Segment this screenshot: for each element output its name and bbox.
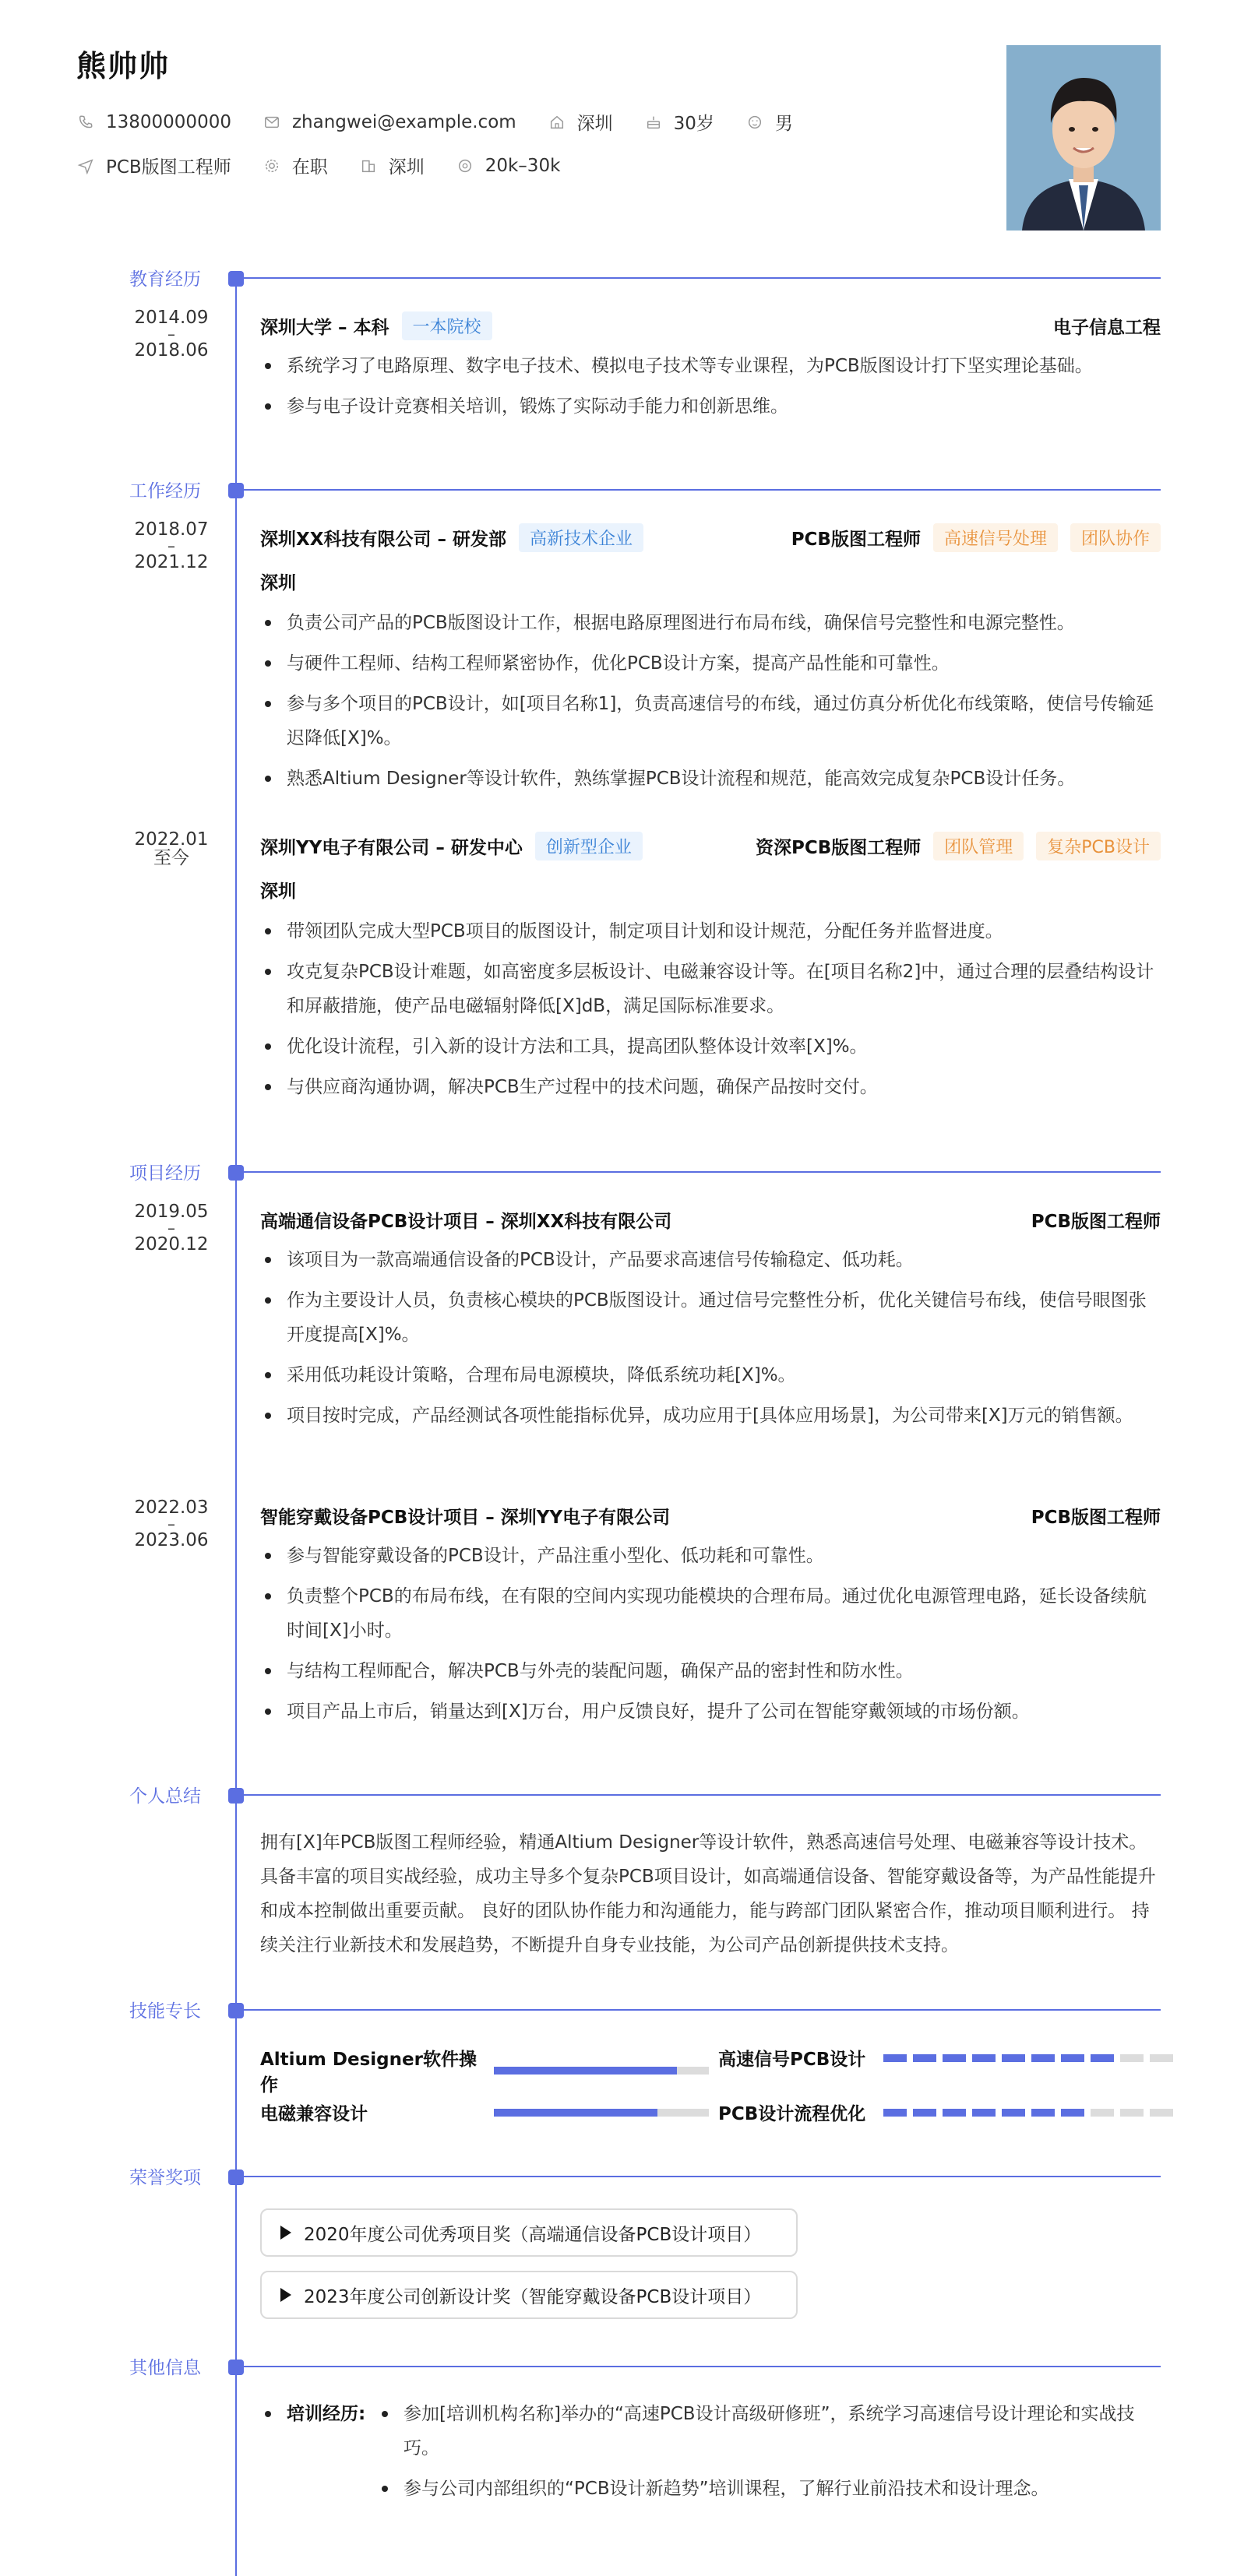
phone-text: 13800000000 [106,111,231,132]
skill-name: 高速信号PCB设计 [718,2050,866,2070]
work-city: 深圳 [260,882,296,902]
skill-segment [1091,2054,1114,2062]
candidate-name: 熊帅帅 [76,49,171,83]
skill-segment [972,2109,996,2117]
section-marker [228,483,244,498]
school-name: 深圳大学 – 本科 [260,317,389,338]
gear-icon [263,157,281,175]
honor-item[interactable] [260,2271,798,2319]
school-tag: 一本院校 [402,311,492,340]
work-city: 深圳 [260,573,296,593]
skill-name: 电磁兼容设计 [260,2104,368,2124]
list-item: 优化设计流程，引入新的设计方法和工具，提高团队整体设计效率[X]%。 [260,1029,1161,1064]
skill-name: Altium Designer软件操作 [260,2050,477,2096]
list-item: 带领团队完成大型PCB项目的版图设计，制定项目计划和设计规范，分配任务并监督进度。 [260,914,1161,948]
list-item: 负责整个PCB的布局布线，在有限的空间内实现功能模块的合理布局。通过优化电源管理电路，延长设备续航时间[X]小时。 [260,1579,1161,1648]
company-name: 深圳YY电子有限公司 – 研发中心 [260,837,523,858]
work-bullets [260,914,1161,1104]
list-item: 与结构工程师配合，解决PCB与外壳的装配问题，确保产品的密封性和防水性。 [260,1654,1161,1688]
list-item: 参与智能穿戴设备的PCB设计，产品注重小型化、低功耗和可靠性。 [260,1539,1161,1573]
section-marker [228,2003,244,2018]
section-divider [236,2366,1161,2367]
skill-tag: 复杂PCB设计 [1036,832,1161,860]
cake-icon [644,113,663,132]
summary-text: 拥有[X]年PCB版图工程师经验，精通Altium Designer等设计软件，熟悉高速信号处理、电磁兼容等设计技术。 具备丰富的项目实战经验，成功主导多个复杂PCB项目设计，如高端通信设备、智能穿戴设备等，为产品性能提升和成本控制做出重要贡献。 良好的团队协作能力和沟通能力，能与跨部门团队紧密合作，推动项目顺利进行。 持续关注行业新技术和发展趋势，不断提升自身专业技能，为公司产品创新提供技术支持。 [260,1832,1156,1955]
section-marker [228,1165,244,1181]
project-name: 高端通信设备PCB设计项目 – 深圳XX科技有限公司 [260,1211,672,1232]
project-entry-1 [260,1205,1161,1439]
section-divider [236,2176,1161,2177]
skill-segment [1150,2109,1173,2117]
skill-segment [943,2109,966,2117]
skill-segment [1091,2109,1114,2117]
skill-bar-fill [494,2109,657,2117]
skill-tag: 团队管理 [933,832,1024,860]
list-item: 采用低功耗设计策略，合理布局电源模块，降低系统功耗[X]%。 [260,1358,1161,1392]
skill-segment [1061,2054,1084,2062]
profile-photo [1006,45,1161,231]
list-item: 系统学习了电路原理、数字电子技术、模拟电子技术等专业课程，为PCB版图设计打下坚实理论基础。 [260,349,1161,383]
gender-icon [745,113,764,132]
age-text: 30岁 [673,114,714,134]
skill-segment [1120,2054,1144,2062]
skill-segment [883,2109,907,2117]
salary-item [456,156,561,176]
mail-icon [263,113,281,132]
status-text: 在职 [291,157,328,178]
building-icon [359,157,378,175]
skill-segment [972,2054,996,2062]
section-title-skills: 技能专长 [129,2001,201,2022]
skill-bar [494,2067,709,2075]
skill-segment [883,2054,907,2062]
skill-segment [913,2054,936,2062]
section-divider [236,1794,1161,1796]
list-item: 参与公司内部组织的“PCB设计新趋势”培训课程，了解行业前沿技术和设计理念。 [377,2472,1161,2506]
work-date-1: 2018.07 – 2021.12 [134,519,209,573]
education-bullets [260,349,1161,424]
work-date-2: 2022.01 至今 [134,829,209,869]
major: 电子信息工程 [1053,317,1161,338]
phone-icon [76,113,95,132]
honor-item[interactable] [260,2208,798,2257]
caret-right-icon [280,2226,291,2240]
list-item: 与供应商沟通协调，解决PCB生产过程中的技术问题，确保产品按时交付。 [260,1070,1161,1104]
send-icon [76,157,95,175]
section-marker [228,2360,244,2375]
list-item: 参与电子设计竞赛相关培训，锻炼了实际动手能力和创新思维。 [260,389,1161,424]
age-item [644,109,714,135]
skill-segments [883,2109,1179,2117]
caret-right-icon [280,2288,291,2302]
job-row [76,153,591,178]
skill-item [260,2045,709,2096]
project-name: 智能穿戴设备PCB设计项目 – 深圳YY电子有限公司 [260,1507,671,1528]
timeline-line [235,277,237,2576]
training-list [377,2397,1161,2512]
skill-segment [913,2109,936,2117]
section-title-other: 其他信息 [129,2358,201,2378]
other-info [260,2397,1161,2512]
work-bullets [260,606,1161,796]
section-marker [228,1788,244,1804]
project-entry-2 [260,1501,1161,1735]
education-date: 2014.09 – 2018.06 [134,308,209,361]
list-item: 熟悉Altium Designer等设计软件，熟练掌握PCB设计流程和规范，能高效完成复杂PCB设计任务。 [260,762,1161,796]
skill-item [260,2099,709,2125]
gender-item [745,109,793,135]
status-item [263,153,328,178]
skill-segment [1150,2054,1173,2062]
skill-segment [1061,2109,1084,2117]
list-item: 项目产品上市后，销量达到[X]万台，用户反馈良好，提升了公司在智能穿戴领域的市场份额。 [260,1694,1161,1729]
skill-segments [883,2054,1179,2062]
list-item: 项目按时完成，产品经测试各项性能指标优异，成功应用于[具体应用场景]，为公司带来[X]万元的销售额。 [260,1399,1161,1433]
list-item: 负责公司产品的PCB版图设计工作，根据电路原理图进行布局布线，确保信号完整性和电源完整性。 [260,606,1161,640]
list-item: 参加[培训机构名称]举办的“高速PCB设计高级研修班”，系统学习高速信号设计理论和实战技巧。 [377,2397,1161,2465]
section-divider [236,1171,1161,1173]
email-text: zhangwei@example.com [291,111,516,132]
coin-icon [456,157,474,175]
skill-tag: 高速信号处理 [933,523,1058,552]
contact-row [76,109,824,135]
email-item [263,112,516,132]
honor-text: 2023年度公司创新设计奖（智能穿戴设备PCB设计项目） [304,2286,762,2307]
section-marker [228,271,244,287]
location-item [548,109,613,135]
skill-segment [1031,2054,1055,2062]
job-text: PCB版图工程师 [106,157,231,178]
skill-segment [1002,2054,1025,2062]
city-text: 深圳 [388,157,425,178]
company-tag: 高新技术企业 [519,523,643,552]
company-tag: 创新型企业 [535,832,643,860]
section-marker [228,2170,244,2185]
role: PCB版图工程师 [1031,1211,1161,1232]
section-title-education: 教育经历 [129,269,201,290]
role: PCB版图工程师 [1031,1507,1161,1528]
list-item: 参与多个项目的PCB设计，如[项目名称1]，负责高速信号的布线，通过仿真分析优化布线策略，使信号传输延迟降低[X]%。 [260,687,1161,755]
skill-item [718,2045,1179,2071]
skill-item [718,2099,1179,2125]
company-name: 深圳XX科技有限公司 – 研发部 [260,529,506,550]
project-bullets [260,1539,1161,1729]
skill-segment [943,2054,966,2062]
section-divider [236,2009,1161,2011]
skill-tag: 团队协作 [1070,523,1161,552]
project-date-2: 2022.03 – 2023.06 [134,1497,209,1551]
list-item: 攻克复杂PCB设计难题，如高密度多层板设计、电磁兼容设计等。在[项目名称2]中，通过合理的层叠结构设计和屏蔽措施，使产品电磁辐射降低[X]dB，满足国际标准要求。 [260,955,1161,1023]
role: 资深PCB版图工程师 [755,837,922,858]
salary-text: 20k–30k [485,155,561,176]
city-item [359,153,425,178]
role: PCB版图工程师 [791,529,921,550]
list-item: 该项目为一款高端通信设备的PCB设计，产品要求高速信号传输稳定、低功耗。 [260,1243,1161,1277]
list-item: 与硬件工程师、结构工程师紧密协作，优化PCB设计方案，提高产品性能和可靠性。 [260,646,1161,681]
work-entry-1 [260,523,1161,802]
education-entry [260,311,1161,430]
section-divider [236,277,1161,279]
skill-bar-fill [494,2067,677,2075]
skill-bar [494,2109,709,2117]
location-text: 深圳 [576,114,613,134]
section-title-project: 项目经历 [129,1163,201,1184]
section-title-work: 工作经历 [129,481,201,501]
honor-text: 2020年度公司优秀项目奖（高端通信设备PCB设计项目） [304,2224,762,2245]
skill-segment [1120,2109,1144,2117]
home-icon [548,113,566,132]
gender-text: 男 [774,114,793,134]
section-title-summary: 个人总结 [129,1786,201,1807]
skill-segment [1031,2109,1055,2117]
phone-item [76,112,231,132]
work-entry-2 [260,832,1161,1110]
skill-segment [1002,2109,1025,2117]
list-item: 作为主要设计人员，负责核心模块的PCB版图设计。通过信号完整性分析，优化关键信号布线，使信号眼图张开度提高[X]%。 [260,1283,1161,1352]
job-item [76,153,231,178]
project-date-1: 2019.05 – 2020.12 [134,1202,209,1255]
project-bullets [260,1243,1161,1433]
training-label: 培训经历: [260,2397,377,2512]
skill-name: PCB设计流程优化 [718,2104,866,2124]
section-title-honors: 荣誉奖项 [129,2168,201,2188]
section-divider [236,489,1161,491]
